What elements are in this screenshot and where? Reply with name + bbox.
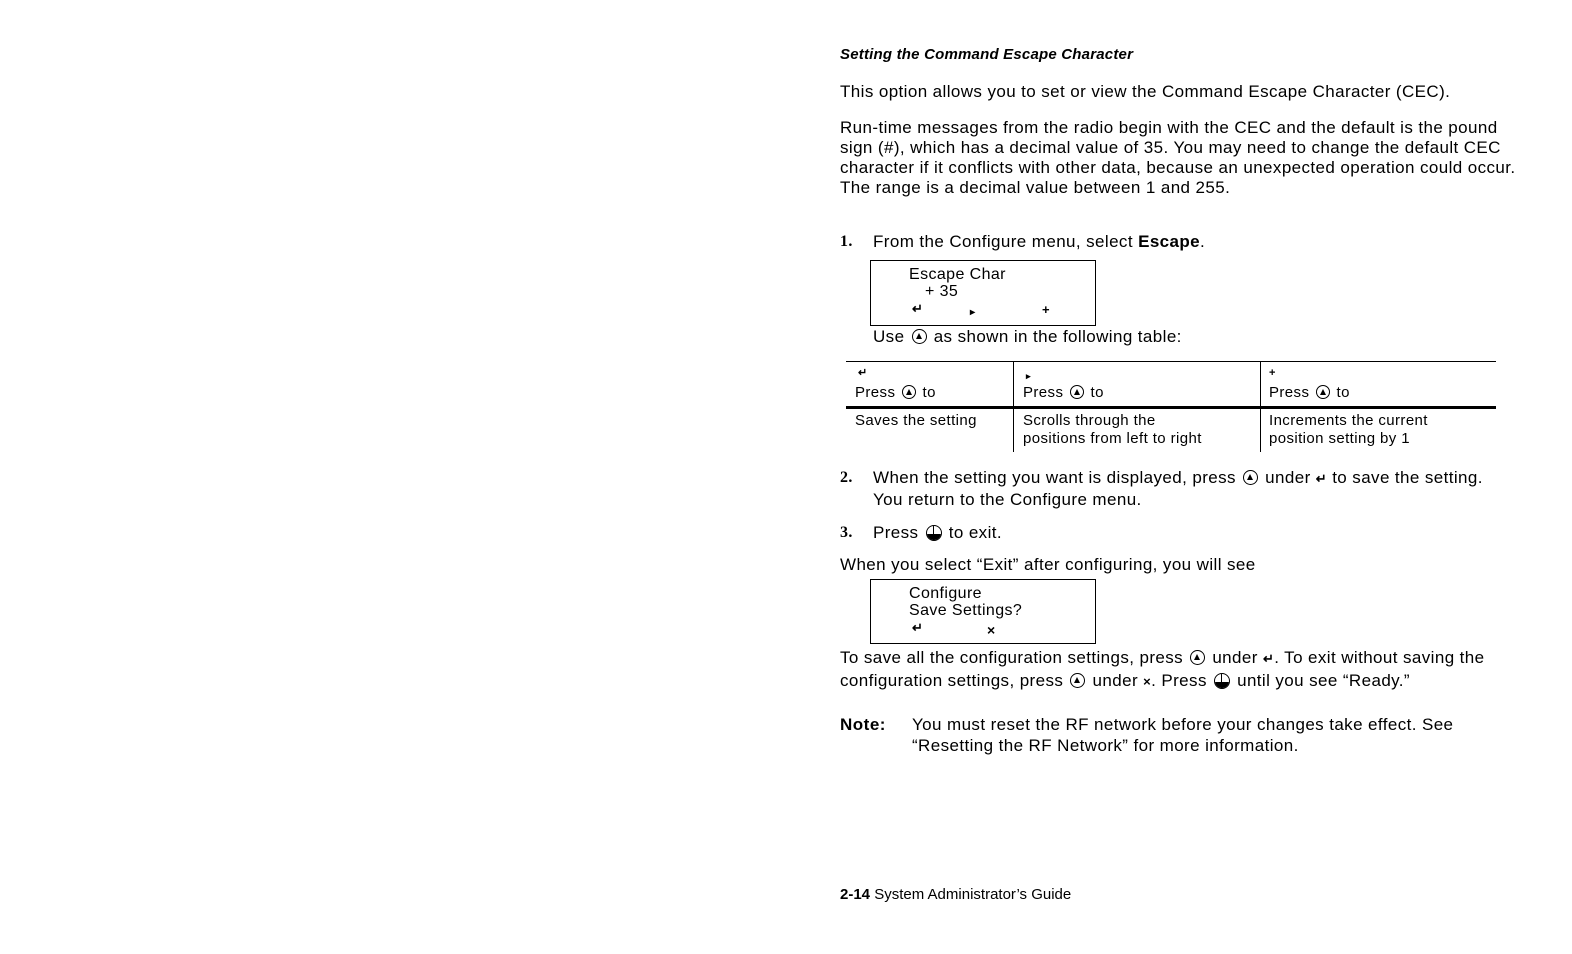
right-arrow-icon: ▸ bbox=[1026, 371, 1031, 381]
page-number: 2-14 bbox=[840, 886, 871, 903]
step-number: 1. bbox=[840, 233, 853, 250]
table-cell: Increments the current position setting by 1 bbox=[1269, 412, 1428, 447]
exit-button-icon bbox=[926, 525, 942, 541]
up-button-icon bbox=[1070, 385, 1084, 399]
up-button-icon bbox=[1316, 385, 1330, 399]
enter-icon: ↵ bbox=[1262, 651, 1275, 666]
exit-button-icon bbox=[1214, 673, 1230, 689]
table-header: Press to bbox=[1023, 384, 1104, 401]
table-header: Press to bbox=[855, 384, 936, 401]
exit-intro-text: When you select “Exit” after configuring, you will see bbox=[840, 555, 1256, 574]
key-function-table bbox=[846, 361, 1496, 452]
enter-icon: ↵ bbox=[1315, 471, 1328, 486]
save-instructions: To save all the configuration settings, press under ↵. To exit without saving the configuration settings, press under ×. Press until you see “Ready.” bbox=[840, 648, 1485, 690]
up-button-icon bbox=[902, 385, 916, 399]
footer-title: System Administrator’s Guide bbox=[874, 886, 1072, 903]
enter-icon: ↵ bbox=[912, 301, 923, 316]
table-column-divider bbox=[1260, 362, 1261, 452]
note-label: Note: bbox=[840, 715, 886, 734]
section-heading: Setting the Command Escape Character bbox=[840, 46, 1134, 63]
note-text: You must reset the RF network before your changes take effect. See “Resetting the RF Network” for more information. bbox=[912, 715, 1454, 755]
close-x-icon: × bbox=[987, 622, 996, 638]
close-x-icon: × bbox=[1143, 674, 1152, 689]
table-cell: Saves the setting bbox=[855, 412, 977, 429]
lcd-display-escape-char bbox=[870, 260, 1096, 326]
page-footer bbox=[840, 886, 1071, 904]
enter-icon: ↵ bbox=[858, 367, 868, 379]
use-instruction: Use as shown in the following table: bbox=[873, 327, 1182, 346]
plus-icon: + bbox=[1269, 367, 1276, 379]
lcd-display-save-settings bbox=[870, 579, 1096, 644]
menu-option-escape: Escape bbox=[1138, 232, 1201, 251]
enter-icon: ↵ bbox=[912, 620, 923, 635]
up-button-icon bbox=[1070, 673, 1085, 688]
table-header: Press to bbox=[1269, 384, 1350, 401]
lcd-line-1: Configure bbox=[909, 585, 982, 602]
table-header-rule bbox=[846, 406, 1496, 409]
step-text: From the Configure menu, select Escape. bbox=[873, 232, 1206, 251]
up-button-icon bbox=[912, 329, 927, 344]
plus-icon: + bbox=[1042, 302, 1050, 317]
up-button-icon bbox=[1190, 650, 1205, 665]
table-column-divider bbox=[1013, 362, 1014, 452]
intro-paragraph: This option allows you to set or view the Command Escape Character (CEC). bbox=[840, 82, 1451, 101]
description-paragraph: Run-time messages from the radio begin with the CEC and the default is the pound sign (#), which has a decimal value of 35. You may need to change the default CEC character if it conflicts with other data, because an unexpected operation could occur. The range is a decimal value between 1 and 255. bbox=[840, 118, 1516, 197]
step-number: 3. bbox=[840, 524, 853, 541]
lcd-line-1: Escape Char bbox=[909, 266, 1006, 283]
step-text: Press to exit. bbox=[873, 523, 1002, 542]
table-cell: Scrolls through the positions from left to right bbox=[1023, 412, 1202, 447]
step-text: When the setting you want is displayed, press under ↵ to save the setting. You return to the Configure menu. bbox=[873, 468, 1483, 509]
step-number: 2. bbox=[840, 469, 853, 486]
lcd-line-2: + 35 bbox=[925, 283, 959, 300]
up-button-icon bbox=[1243, 470, 1258, 485]
table-top-rule bbox=[846, 361, 1496, 362]
right-arrow-icon: ▸ bbox=[970, 307, 976, 318]
lcd-line-2: Save Settings? bbox=[909, 602, 1023, 619]
